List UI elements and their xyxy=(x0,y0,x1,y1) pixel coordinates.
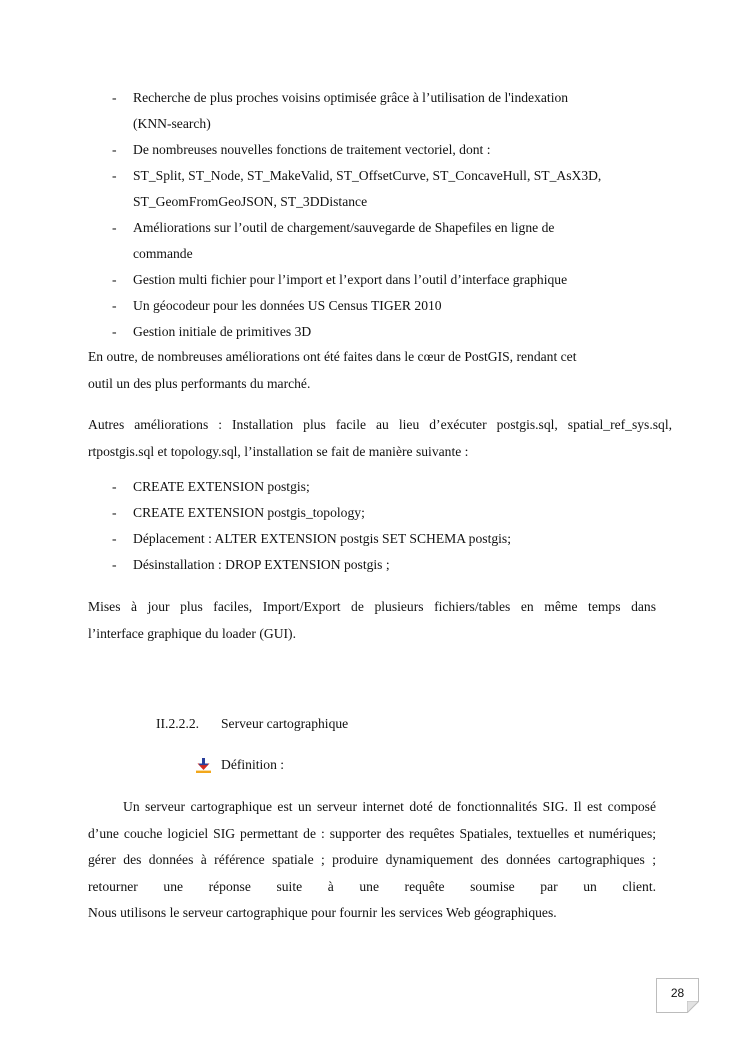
list-item: - CREATE EXTENSION postgis; xyxy=(112,479,310,494)
features-list xyxy=(88,85,668,345)
list-item: - De nombreuses nouvelles fonctions de traitement vectoriel, dont : xyxy=(112,142,491,157)
list-item: - Un géocodeur pour les données US Census TIGER 2010 xyxy=(112,298,442,313)
arrow-down-bullet-icon xyxy=(196,758,211,773)
section-heading xyxy=(156,714,348,734)
definition-label: Définition : xyxy=(196,755,284,775)
page-fold-icon xyxy=(687,1001,699,1013)
section-number: II.2.2.2. xyxy=(156,716,200,731)
list-item: - Gestion initiale de primitives 3D xyxy=(112,324,312,339)
list-item: - ST_Split, ST_Node, ST_MakeValid, ST_OffsetCurve, ST_ConcaveHull, ST_AsX3D, ST_GeomFromGeoJSON, ST_3DDistance xyxy=(112,168,602,209)
section-title: Serveur cartographique xyxy=(221,716,349,731)
list-item: - Gestion multi fichier pour l’import et l’export dans l’outil d’interface graphique xyxy=(112,272,568,287)
list-item: - Désinstallation : DROP EXTENSION postgis ; xyxy=(112,557,390,572)
list-item: - Recherche de plus proches voisins optimisée grâce à l’utilisation de l'indexation (KNN-search) xyxy=(112,90,569,131)
list-item: - CREATE EXTENSION postgis_topology; xyxy=(112,505,365,520)
paragraph-postgis-core: En outre, de nombreuses améliorations ont été faites dans le cœur de PostGIS, rendant cet outil un des plus performants du marché. xyxy=(88,349,577,391)
paragraph-updates: Mises à jour plus faciles, Import/Export de plusieurs fichiers/tables en même temps dans l’interface graphique du loader (GUI). xyxy=(88,599,656,641)
paragraph-installation: Autres améliorations : Installation plus facile au lieu d’exécuter postgis.sql, spatial_ref_sys.sql, rtpostgis.sql et topology.sql, l’installation se fait de manière suivante : xyxy=(88,417,672,459)
page-number: 28 xyxy=(656,978,699,1013)
list-item: - Améliorations sur l’outil de chargement/sauvegarde de Shapefiles en ligne de commande xyxy=(112,220,555,261)
list-item: - Déplacement : ALTER EXTENSION postgis SET SCHEMA postgis; xyxy=(112,531,511,546)
install-commands-list xyxy=(88,474,668,578)
paragraph-definition: Un serveur cartographique est un serveur internet doté de fonctionnalités SIG. Il est composé d’une couche logiciel SIG permettant de : supporter des requêtes Spatiales, textuelles et numériques; gérer des données à référence spatiale ; produire dynamiquement des données cartographiques ; retourner une réponse suite à une requête soumise par un client. Nous utilisons le serveur cartographique pour fournir les services Web géographiques. xyxy=(88,799,657,920)
